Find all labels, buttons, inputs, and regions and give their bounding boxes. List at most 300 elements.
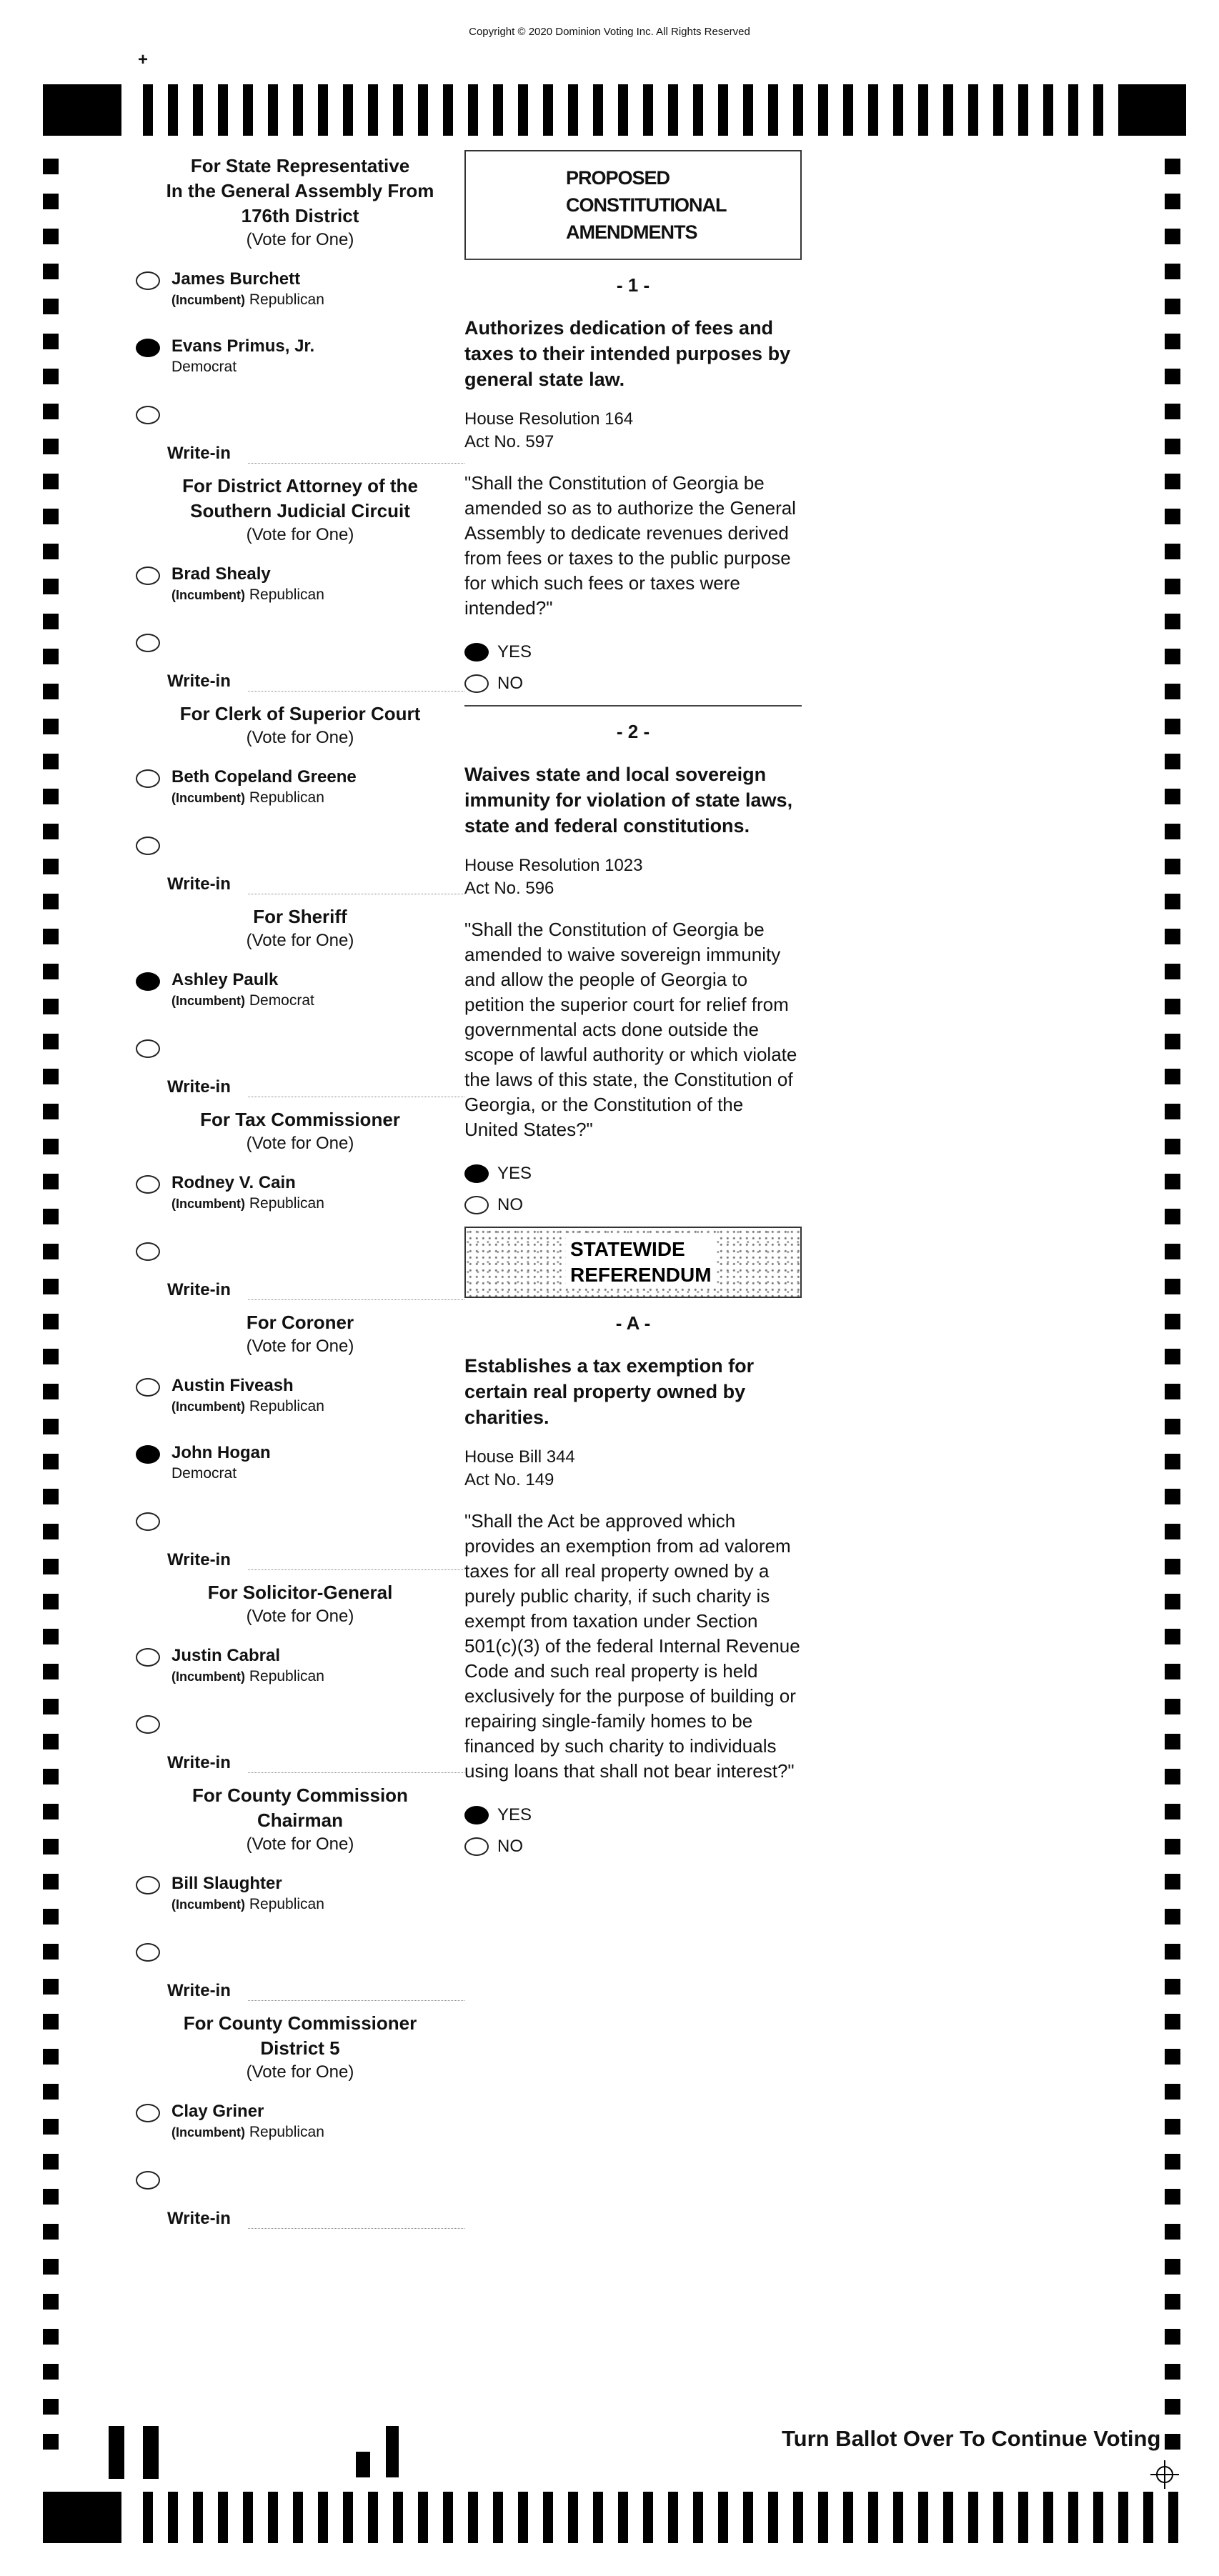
timing-mark	[43, 299, 59, 314]
candidate-name: Brad Shealy	[171, 564, 271, 584]
write-in-line[interactable]	[248, 874, 464, 894]
candidate-option[interactable]	[136, 767, 464, 808]
timing-mark	[1168, 2492, 1178, 2543]
timing-mark	[43, 1454, 59, 1469]
empty-oval-icon[interactable]	[136, 1242, 160, 1261]
timing-mark	[1165, 859, 1180, 874]
timing-mark	[143, 84, 153, 136]
empty-oval-icon[interactable]	[136, 1378, 160, 1397]
timing-mark	[1165, 719, 1180, 734]
timing-mark	[43, 439, 59, 454]
timing-mark	[593, 2492, 603, 2543]
contest-title: For County Commission	[192, 1784, 408, 1806]
timing-mark	[43, 2364, 59, 2380]
contest-title: Southern Judicial Circuit	[190, 500, 410, 521]
timing-mark	[643, 2492, 653, 2543]
timing-mark	[43, 159, 59, 174]
timing-mark	[43, 2014, 59, 2030]
no-option[interactable]	[464, 1195, 802, 1215]
timing-mark	[468, 2492, 478, 2543]
timing-mark	[418, 2492, 428, 2543]
timing-mark	[1043, 2492, 1053, 2543]
write-in-option[interactable]	[136, 1509, 464, 1531]
timing-mark	[43, 264, 59, 279]
candidate-name: Rodney V. Cain	[171, 1173, 296, 1192]
timing-mark	[356, 2452, 370, 2477]
right-timing-column	[1165, 159, 1180, 2469]
timing-mark	[1165, 2154, 1180, 2170]
write-in-row	[136, 1752, 464, 1773]
timing-mark	[968, 2492, 978, 2543]
timing-mark	[543, 84, 553, 136]
empty-oval-icon[interactable]	[136, 634, 160, 652]
yes-option[interactable]	[464, 1164, 802, 1184]
timing-mark	[1165, 579, 1180, 594]
write-in-row	[136, 1980, 464, 2001]
measure-number: - 2 -	[616, 721, 650, 742]
contest-title: District 5	[260, 2037, 340, 2059]
timing-mark	[43, 1314, 59, 1329]
empty-oval-icon[interactable]	[464, 1837, 489, 1856]
timing-mark	[109, 2426, 124, 2479]
candidate-contests-column	[136, 154, 464, 2239]
candidate-text	[171, 969, 314, 1011]
timing-mark	[43, 1839, 59, 1854]
timing-mark	[543, 2492, 553, 2543]
bottom-timing-marks	[43, 2492, 1186, 2543]
contest	[136, 1580, 464, 1773]
timing-mark	[43, 334, 59, 349]
divider	[464, 705, 802, 707]
turn-over-instruction: Turn Ballot Over To Continue Voting	[782, 2426, 1161, 2451]
incumbent-label: (Incumbent)	[171, 1669, 245, 1684]
timing-mark	[43, 474, 59, 489]
yes-option[interactable]	[464, 642, 802, 662]
empty-oval-icon[interactable]	[136, 1039, 160, 1058]
amendments-header-line: CONSTITUTIONAL	[566, 194, 727, 216]
contest-title: For Sheriff	[253, 906, 347, 927]
timing-mark	[43, 2329, 59, 2345]
filled-oval-icon[interactable]	[464, 643, 489, 662]
timing-mark	[718, 2492, 728, 2543]
timing-mark	[868, 2492, 878, 2543]
incumbent-label: (Incumbent)	[171, 1197, 245, 1211]
timing-mark	[893, 84, 903, 136]
contest-title: 176th District	[241, 205, 359, 226]
contest	[136, 1310, 464, 1570]
measure-number: - 1 -	[616, 274, 650, 296]
timing-mark	[1165, 474, 1180, 489]
write-in-row	[136, 2208, 464, 2229]
timing-mark	[43, 84, 121, 136]
candidate-party	[171, 1667, 324, 1687]
timing-mark	[1093, 2492, 1103, 2543]
incumbent-label: (Incumbent)	[171, 2125, 245, 2140]
timing-mark	[768, 2492, 778, 2543]
timing-mark	[1165, 1419, 1180, 1434]
candidate-option[interactable]	[136, 1873, 464, 1914]
measure-question: "Shall the Constitution of Georgia be amended to waive sovereign immunity and allow the people of Georgia to petition the superior court for relief from governmental acts done outside the scope of lawful authority or which violate the laws of this state, the Constitution of Georgia, or the Constitution of the United States?"	[464, 919, 797, 1140]
timing-mark	[43, 999, 59, 1014]
empty-oval-icon[interactable]	[464, 674, 489, 693]
top-timing-marks	[43, 84, 1186, 136]
timing-mark	[43, 1559, 59, 1574]
party-label: Democrat	[249, 992, 314, 1009]
write-in-option[interactable]	[136, 1239, 464, 1261]
empty-oval-icon[interactable]	[136, 1512, 160, 1531]
timing-mark	[43, 2084, 59, 2100]
candidate-option[interactable]	[136, 1375, 464, 1417]
timing-mark	[193, 2492, 203, 2543]
timing-mark	[1165, 1594, 1180, 1609]
timing-mark	[43, 684, 59, 699]
empty-oval-icon[interactable]	[136, 1715, 160, 1734]
candidate-name: Clay Griner	[171, 2102, 264, 2121]
contest	[136, 1107, 464, 1300]
timing-mark	[193, 84, 203, 136]
timing-mark	[43, 404, 59, 419]
timing-mark	[868, 84, 878, 136]
incumbent-label: (Incumbent)	[171, 791, 245, 805]
candidate-text	[171, 564, 324, 605]
timing-mark	[1165, 1559, 1180, 1574]
write-in-line[interactable]	[248, 1980, 464, 2001]
write-in-option[interactable]	[136, 834, 464, 855]
timing-mark	[43, 229, 59, 244]
party-label: Republican	[249, 1896, 324, 1912]
candidate-option[interactable]	[136, 1645, 464, 1687]
write-in-option[interactable]	[136, 403, 464, 424]
timing-mark	[218, 2492, 228, 2543]
candidate-name: Beth Copeland Greene	[171, 767, 357, 787]
timing-mark	[1165, 2364, 1180, 2380]
empty-oval-icon[interactable]	[136, 2171, 160, 2190]
timing-mark	[618, 84, 628, 136]
party-label: Democrat	[171, 359, 237, 375]
filled-oval-icon[interactable]	[464, 1164, 489, 1183]
measure	[464, 274, 802, 707]
vote-for-instruction: (Vote for One)	[246, 1607, 354, 1626]
write-in-option[interactable]	[136, 1037, 464, 1058]
timing-mark	[1165, 929, 1180, 944]
timing-mark	[1165, 1944, 1180, 1960]
candidate-option[interactable]	[136, 564, 464, 605]
timing-mark	[43, 544, 59, 559]
measure	[464, 721, 802, 1215]
candidate-party	[171, 357, 314, 377]
timing-mark	[1165, 2294, 1180, 2310]
timing-mark	[1165, 1174, 1180, 1189]
candidate-option[interactable]	[136, 1442, 464, 1484]
timing-mark	[843, 2492, 853, 2543]
reference-line: Act No. 149	[464, 1470, 554, 1489]
timing-mark	[318, 2492, 328, 2543]
timing-mark	[693, 2492, 703, 2543]
write-in-row	[136, 443, 464, 464]
measure	[464, 1312, 802, 1857]
timing-mark	[43, 1104, 59, 1119]
timing-mark	[843, 84, 853, 136]
timing-mark	[218, 84, 228, 136]
left-timing-column	[43, 159, 59, 2469]
write-in-line[interactable]	[248, 1549, 464, 1570]
candidate-option[interactable]	[136, 969, 464, 1011]
candidate-party	[171, 1397, 324, 1417]
timing-mark	[268, 2492, 278, 2543]
empty-oval-icon[interactable]	[136, 837, 160, 855]
empty-oval-icon[interactable]	[136, 1648, 160, 1667]
timing-mark	[1165, 2259, 1180, 2275]
party-label: Republican	[249, 789, 324, 806]
candidate-option[interactable]	[136, 336, 464, 377]
reference-line: House Bill 344	[464, 1447, 575, 1467]
candidate-text	[171, 1172, 324, 1214]
timing-mark	[668, 2492, 678, 2543]
timing-mark	[43, 1909, 59, 1924]
measure-number: - A -	[615, 1312, 651, 1334]
write-in-label: Write-in	[167, 672, 231, 691]
write-in-line[interactable]	[248, 2208, 464, 2229]
timing-mark	[1165, 1034, 1180, 1049]
timing-mark	[468, 84, 478, 136]
candidate-name: Ashley Paulk	[171, 970, 279, 989]
timing-mark	[43, 369, 59, 384]
write-in-label: Write-in	[167, 444, 231, 463]
timing-mark	[518, 84, 528, 136]
timing-mark	[568, 84, 578, 136]
timing-mark	[43, 2492, 121, 2543]
timing-mark	[893, 2492, 903, 2543]
party-label: Republican	[249, 291, 324, 308]
empty-oval-icon[interactable]	[136, 1876, 160, 1894]
empty-oval-icon[interactable]	[136, 406, 160, 424]
timing-mark	[1165, 1524, 1180, 1539]
timing-mark	[43, 859, 59, 874]
write-in-line[interactable]	[248, 1077, 464, 1097]
candidate-name: Bill Slaughter	[171, 1874, 282, 1893]
empty-oval-icon[interactable]	[136, 566, 160, 585]
write-in-option[interactable]	[136, 1712, 464, 1734]
filled-oval-icon[interactable]	[136, 1445, 160, 1464]
timing-mark	[1018, 2492, 1028, 2543]
timing-mark	[1118, 2492, 1128, 2543]
timing-mark	[393, 2492, 403, 2543]
contest	[136, 474, 464, 692]
timing-mark	[343, 84, 353, 136]
timing-mark	[43, 614, 59, 629]
timing-mark	[993, 84, 1003, 136]
write-in-option[interactable]	[136, 1940, 464, 1962]
timing-mark	[1165, 2119, 1180, 2135]
timing-mark	[43, 1769, 59, 1784]
filled-oval-icon[interactable]	[136, 339, 160, 357]
filled-oval-icon[interactable]	[136, 972, 160, 991]
timing-mark	[1043, 84, 1053, 136]
timing-mark	[43, 894, 59, 909]
contest	[136, 1783, 464, 2001]
timing-mark	[1165, 229, 1180, 244]
write-in-label: Write-in	[167, 1077, 231, 1097]
timing-mark	[43, 1874, 59, 1889]
contest	[136, 2011, 464, 2229]
candidate-text	[171, 1375, 324, 1417]
timing-mark	[43, 1069, 59, 1084]
empty-oval-icon[interactable]	[136, 1175, 160, 1194]
timing-mark	[1165, 159, 1180, 174]
timing-mark	[43, 1664, 59, 1679]
timing-mark	[43, 1139, 59, 1154]
timing-mark	[43, 2399, 59, 2415]
timing-mark	[1143, 2492, 1153, 2543]
candidate-party	[171, 290, 324, 310]
timing-mark	[43, 2259, 59, 2275]
timing-mark	[1165, 1489, 1180, 1504]
timing-mark	[593, 84, 603, 136]
timing-mark	[43, 789, 59, 804]
candidate-name: James Burchett	[171, 269, 301, 289]
yes-label: YES	[497, 1164, 532, 1183]
timing-mark	[1165, 2014, 1180, 2030]
write-in-option[interactable]	[136, 2168, 464, 2190]
write-in-line[interactable]	[248, 1752, 464, 1773]
timing-mark	[43, 1034, 59, 1049]
timing-mark	[1165, 1909, 1180, 1924]
candidate-option[interactable]	[136, 269, 464, 310]
timing-mark	[918, 2492, 928, 2543]
candidate-text	[171, 336, 314, 377]
candidate-party	[171, 2122, 324, 2142]
measure-summary: Authorizes dedication of fees and taxes to their intended purposes by general state law.	[464, 317, 791, 390]
contest-title: For County Commissioner	[183, 2012, 417, 2034]
timing-mark	[1122, 84, 1186, 136]
candidate-name: Austin Fiveash	[171, 1376, 294, 1395]
timing-mark	[1165, 439, 1180, 454]
party-label: Republican	[249, 586, 324, 603]
write-in-row	[136, 1279, 464, 1300]
party-label: Republican	[249, 2124, 324, 2140]
filled-oval-icon[interactable]	[464, 1806, 489, 1824]
timing-mark	[1165, 789, 1180, 804]
no-label: NO	[497, 1837, 523, 1856]
yes-option[interactable]	[464, 1805, 802, 1825]
timing-mark	[768, 84, 778, 136]
no-option[interactable]	[464, 1837, 802, 1857]
timing-mark	[1165, 544, 1180, 559]
timing-mark	[243, 2492, 253, 2543]
no-option[interactable]	[464, 674, 802, 694]
timing-mark	[818, 2492, 828, 2543]
timing-mark	[1018, 84, 1028, 136]
timing-mark	[668, 84, 678, 136]
timing-mark	[693, 84, 703, 136]
timing-mark	[1165, 1769, 1180, 1784]
timing-mark	[993, 2492, 1003, 2543]
no-label: NO	[497, 674, 523, 693]
timing-mark	[493, 84, 503, 136]
timing-mark	[943, 84, 953, 136]
amendments-header	[464, 150, 802, 259]
empty-oval-icon[interactable]	[136, 271, 160, 290]
timing-mark	[43, 1524, 59, 1539]
yes-label: YES	[497, 642, 532, 662]
timing-mark	[43, 1594, 59, 1609]
write-in-line[interactable]	[248, 443, 464, 464]
timing-mark	[1165, 1699, 1180, 1714]
measure-summary: Waives state and local sovereign immunity for violation of state laws, state and federal constitutions.	[464, 764, 793, 837]
candidate-party	[171, 1464, 271, 1484]
timing-mark	[43, 2154, 59, 2170]
candidate-text	[171, 1442, 271, 1484]
timing-mark	[343, 2492, 353, 2543]
incumbent-label: (Incumbent)	[171, 293, 245, 307]
timing-mark	[43, 719, 59, 734]
write-in-line[interactable]	[248, 671, 464, 692]
write-in-line[interactable]	[248, 1279, 464, 1300]
write-in-option[interactable]	[136, 631, 464, 652]
timing-mark	[1068, 2492, 1078, 2543]
timing-mark	[1165, 1874, 1180, 1889]
timing-mark	[793, 84, 803, 136]
empty-oval-icon[interactable]	[136, 1943, 160, 1962]
measure-reference	[464, 854, 802, 900]
candidate-option[interactable]	[136, 2101, 464, 2142]
empty-oval-icon[interactable]	[136, 769, 160, 788]
vote-for-instruction: (Vote for One)	[246, 728, 354, 747]
timing-mark	[1165, 1734, 1180, 1749]
incumbent-label: (Incumbent)	[171, 1399, 245, 1414]
write-in-label: Write-in	[167, 1280, 231, 1299]
timing-mark	[1165, 2189, 1180, 2205]
vote-for-instruction: (Vote for One)	[246, 230, 354, 249]
timing-mark	[143, 2492, 153, 2543]
timing-mark	[43, 1699, 59, 1714]
timing-mark	[43, 929, 59, 944]
timing-mark	[293, 2492, 303, 2543]
timing-mark	[793, 2492, 803, 2543]
timing-mark	[718, 84, 728, 136]
amendments-header-line: AMENDMENTS	[566, 221, 697, 243]
timing-mark	[743, 84, 753, 136]
empty-oval-icon[interactable]	[136, 2104, 160, 2122]
timing-mark	[318, 84, 328, 136]
timing-mark	[1165, 509, 1180, 524]
yes-label: YES	[497, 1805, 532, 1824]
write-in-row	[136, 874, 464, 894]
timing-mark	[1165, 894, 1180, 909]
timing-mark	[418, 84, 428, 136]
empty-oval-icon[interactable]	[464, 1196, 489, 1214]
timing-mark	[43, 194, 59, 209]
write-in-row	[136, 1077, 464, 1097]
timing-mark	[43, 1349, 59, 1364]
timing-mark	[1165, 404, 1180, 419]
candidate-name: John Hogan	[171, 1443, 271, 1462]
measure-reference	[464, 408, 802, 454]
candidate-option[interactable]	[136, 1172, 464, 1214]
timing-mark	[43, 2294, 59, 2310]
timing-mark	[968, 84, 978, 136]
timing-mark	[1165, 299, 1180, 314]
reference-line: Act No. 596	[464, 879, 554, 898]
party-label: Republican	[249, 1195, 324, 1212]
write-in-label: Write-in	[167, 874, 231, 894]
candidate-name: Justin Cabral	[171, 1646, 281, 1665]
contest-title: For Coroner	[246, 1312, 354, 1333]
timing-mark	[1165, 1349, 1180, 1364]
timing-mark	[1165, 754, 1180, 769]
candidate-party	[171, 585, 324, 605]
timing-mark	[1165, 614, 1180, 629]
